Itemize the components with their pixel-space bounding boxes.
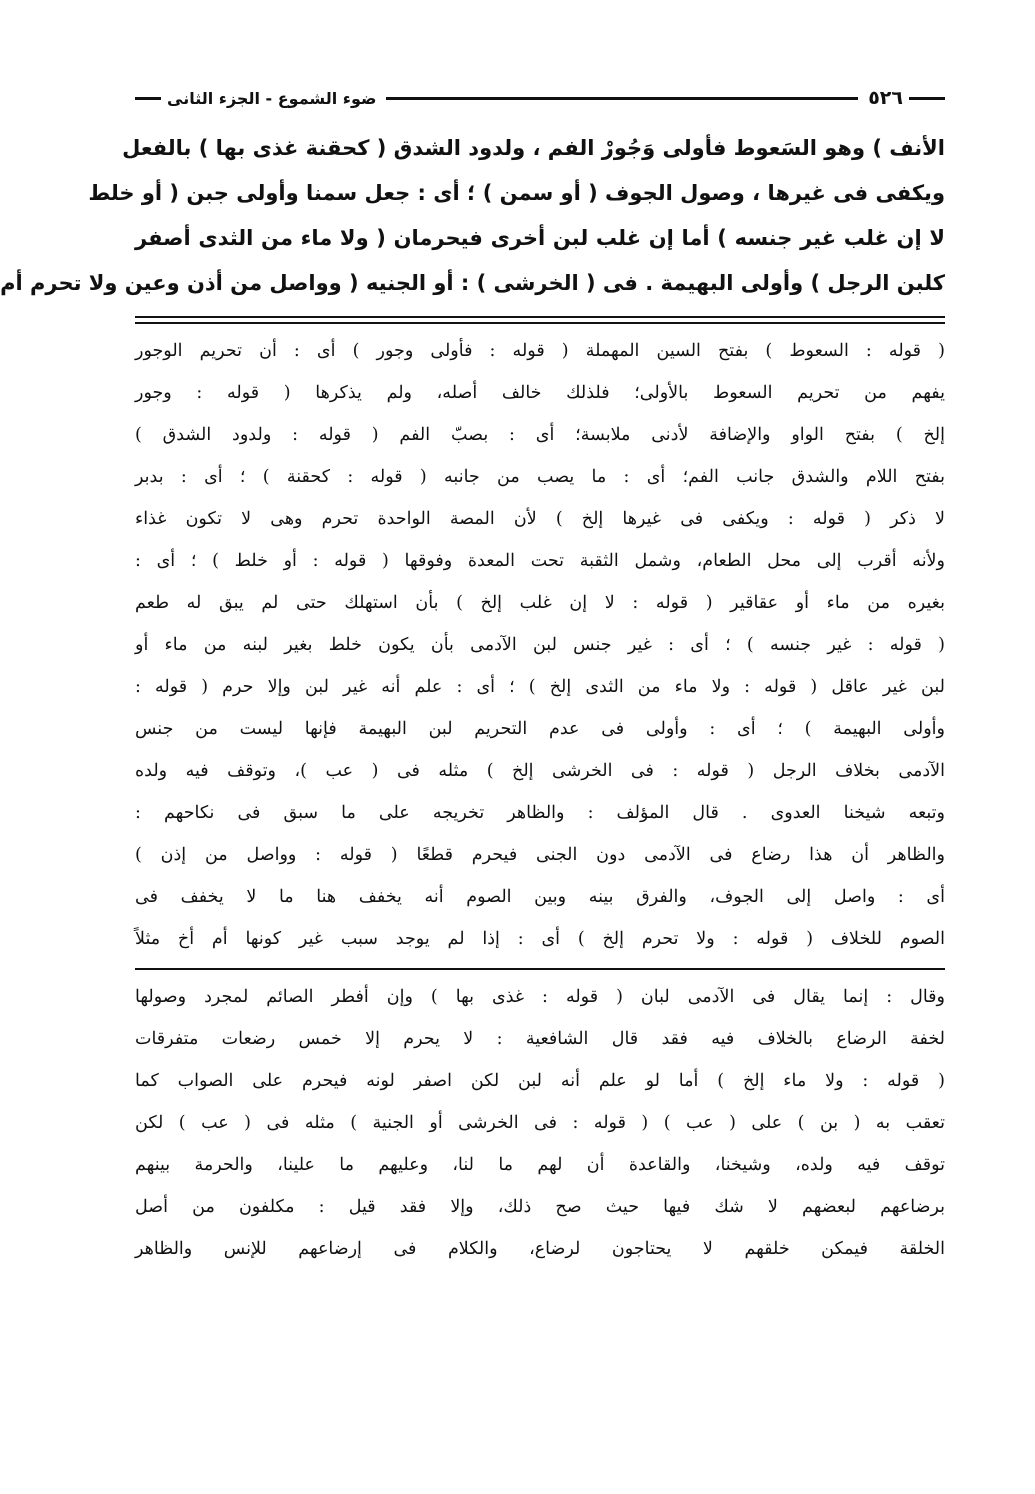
commentary-line: إلخ ) بفتح الواو والإضافة لأدنى ملابسة؛ أى : بصبّ الفم ( قوله : ولدود الشدق ) [135,425,945,445]
commentary-line: أى : واصل إلى الجوف، والفرق بينه وبين الصوم أنه يخفف هنا ما لا يخفف فى [135,887,945,907]
rule-line-bottom [135,322,945,324]
book-page [0,78,945,1270]
main-text-line: لا إن غلب غير جنسه ) أما إن غلب لبن أخرى فيحرمان ( ولا ماء من الثدى أصفر [135,226,945,250]
commentary-line: ( قوله : غير جنسه ) ؛ أى : غير جنس لبن الآدمى بأن يكون خلط بغير لبنه من ماء أو [135,635,945,655]
page-number-text: ٥٢٦ [868,87,903,109]
commentary-line: وتبعه شيخنا العدوى . قال المؤلف : والظاهر تخريجه على ما سبق فى نكاحهم : [135,803,945,823]
rule-line-top [135,316,945,318]
footnote-line: توقف فيه ولده، وشيخنا، والقاعدة أن لهم ما لنا، وعليهم ما علينا، والحرمة بينهم [135,1155,945,1175]
page-number [868,87,945,109]
commentary-line: ولأنه أقرب إلى محل الطعام، وشمل الثقبة تحت المعدة وفوقها ( قوله : أو خلط ) ؛ أى : [135,551,945,571]
footnote-block [135,976,945,1270]
commentary-block [135,330,945,960]
footnote-line: وقال : إنما يقال فى الآدمى لبان ( قوله : غذى بها ) وإن أفطر الصائم لمجرد وصولها [135,987,945,1007]
footnote-line: برضاعهم لبعضهم لا شك فيها حيث صح ذلك، وإلا فقد قيل : مكلفون من أصل [135,1197,945,1217]
footnote-line: تعقب به ( بن ) على ( عب ) ( قوله : فى الخرشى أو الجنية ) مثله فى ( عب ) لكن [135,1113,945,1133]
header-dash [909,97,945,100]
commentary-line: بغيره من ماء أو عقاقير ( قوله : لا إن غلب إلخ ) بأن استهلك حتى لم يبق له طعم [135,593,945,613]
commentary-line: لبن غير عاقل ( قوله : ولا ماء من الثدى إلخ ) ؛ أى : علم أنه غير لبن وإلا حرم ( قوله : [135,677,945,697]
footnote-line: ( قوله : ولا ماء إلخ ) أما لو علم أنه لبن لكن اصفر لونه فيحرم على الصواب كما [135,1071,945,1091]
footnote-divider [135,968,945,970]
commentary-line: والظاهر أن هذا رضاع فى الآدمى دون الجنى فيحرم قطعًا ( قوله : وواصل من إذن ) [135,845,945,865]
running-title-text: ضوء الشموع - الجزء الثانى [167,88,377,108]
commentary-line: لا ذكر ( قوله : ويكفى فى غيرها إلخ ) لأن المصة الواحدة تحرم وهى لا تكون غذاء [135,509,945,529]
running-title [135,89,376,108]
page-header [135,78,945,118]
header-rule [386,97,858,100]
main-text-block [0,126,945,306]
footnote-line: الخلقة فيمكن خلقهم لا يحتاجون لرضاع، والكلام فى إرضاعهم للإنس والظاهر [135,1239,945,1259]
commentary-line: الصوم للخلاف ( قوله : ولا تحرم إلخ ) أى : إذا لم يوجد سبب غير كونها أم أخ مثلاً [135,929,945,949]
commentary-line: يفهم من تحريم السعوط بالأولى؛ فلذلك خالف أصله، ولم يذكرها ( قوله : وجور [135,383,945,403]
footnote-line: لخفة الرضاع بالخلاف فيه فقد قال الشافعية : لا يحرم إلا خمس رضعات متفرقات [135,1029,945,1049]
commentary-line: وأولى البهيمة ) ؛ أى : وأولى فى عدم التحريم لبن البهيمة فإنها ليست من جنس [135,719,945,739]
commentary-line: الآدمى بخلاف الرجل ( قوله : فى الخرشى إلخ ) مثله فى ( عب )، وتوقف فيه ولده [135,761,945,781]
commentary-line: ( قوله : السعوط ) بفتح السين المهملة ( قوله : فأولى وجور ) أى : أن تحريم الوجور [135,341,945,361]
main-text-line: الأنف ) وهو السَعوط فأولى وَجُورْ الفم ، ولدود الشدق ( كحقنة غذى بها ) بالفعل [122,136,945,160]
commentary-line: بفتح اللام والشدق جانب الفم؛ أى : ما يصب من جانبه ( قوله : كحقنة ) ؛ أى : بدبر [135,467,945,487]
header-dash-end [135,97,161,100]
double-rule-divider [135,316,945,324]
main-text-line: كلبن الرجل ) وأولى البهيمة . فى ( الخرشى ) : أو الجنيه ( وواصل من أذن وعين ولا تحرم أم [0,271,945,295]
main-text-line: ويكفى فى غيرها ، وصول الجوف ( أو سمن ) ؛ أى : جعل سمنا وأولى جبن ( أو خلط [88,181,945,205]
